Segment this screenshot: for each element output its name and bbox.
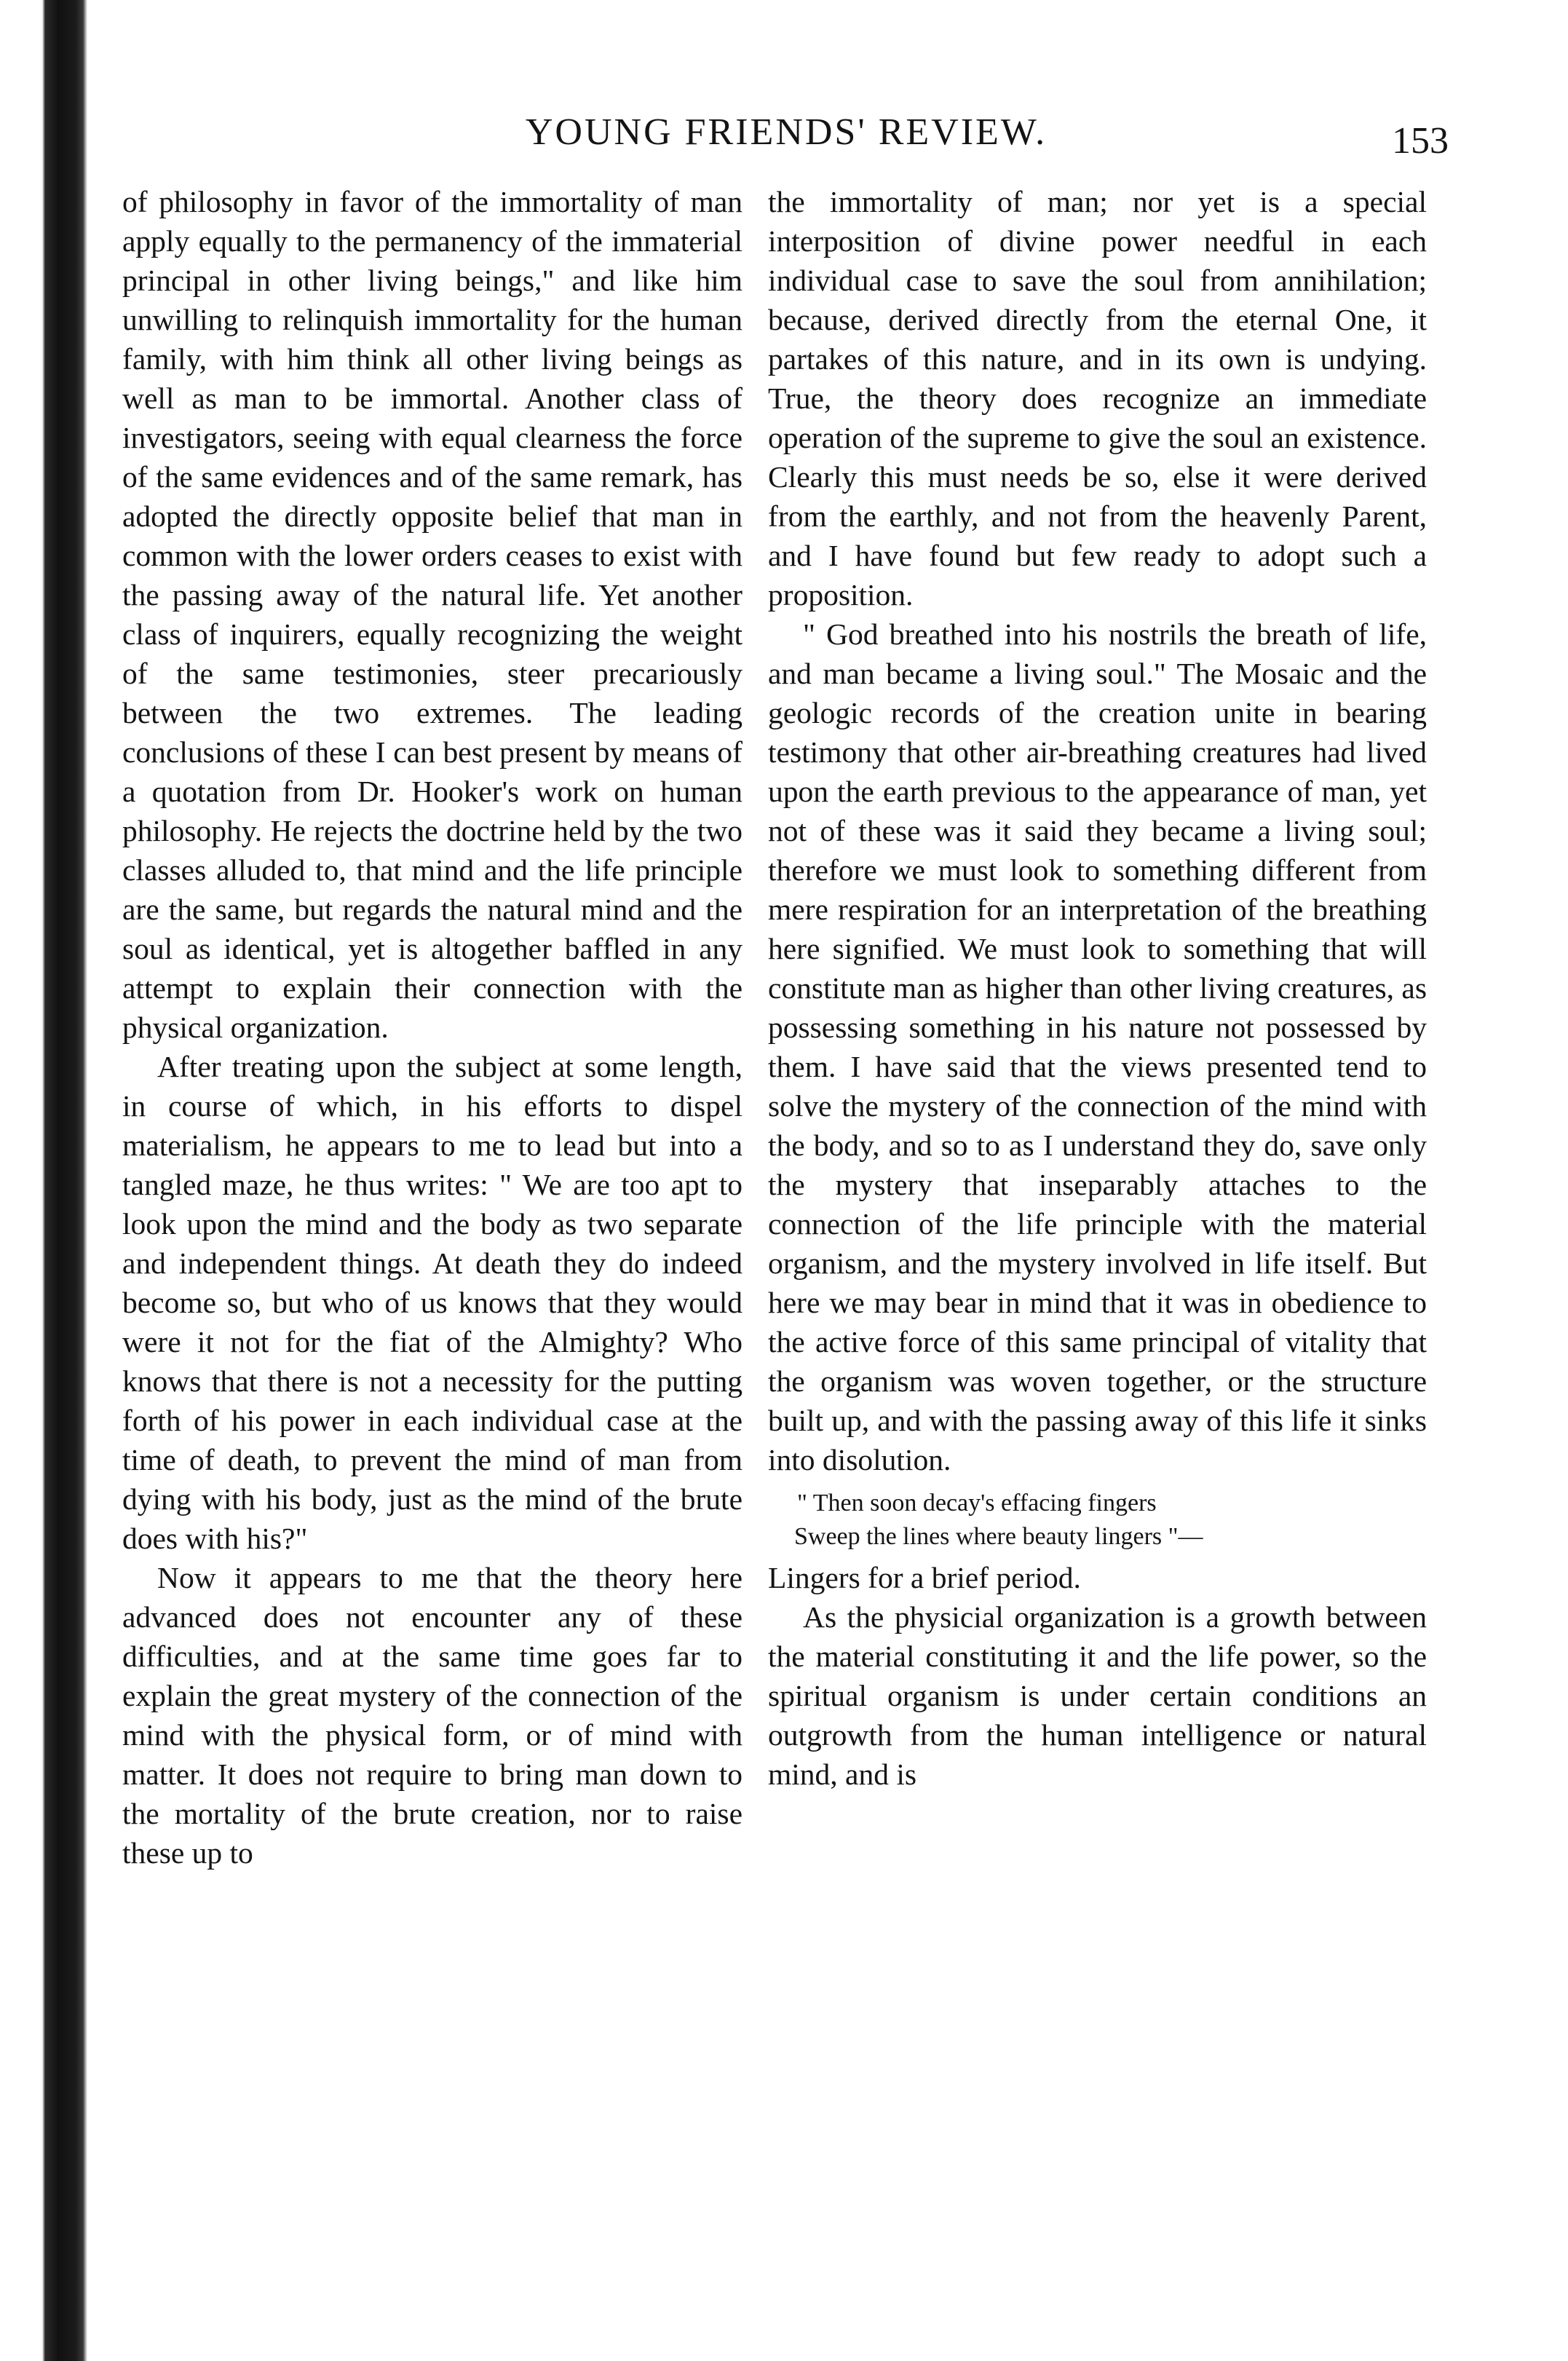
paragraph: As the physicial organization is a growth between the material constituting it and the life power, so the spiritual organism is under certain conditions an outgrowth from the human intelligence or natural mind, and is (768, 1600, 1427, 1791)
page-binding-edge (0, 0, 87, 2361)
paragraph: " God breathed into his nostrils the breath of life, and man became a living soul." The Mosaic and the geologic records of the creation unite in bearing testimony that other air-breathing creatures had lived upon the earth previous to the appearance of man, yet not of these was it said they became a living soul; therefore we must look to something different from mere respiration for an interpretation of the breathing here signified. We must look to something that will constitute man as higher than other living creatures, as possessing something in his nature not possessed by them. I have said that the views presented tend to solve the mystery of the connection of the mind with the body, and so to as I understand they do, save only the mystery that inseparably attaches to the connection of the life principle with the material organism, and the mystery involved in life itself. But here we may bear in mind that it was in obedience to the active force of this same principal of vitality that the organism was woven together, or the structure built up, and with the passing away of this life it sinks into disolution. (768, 617, 1427, 1476)
page-number: 153 (1392, 120, 1449, 162)
page-header (124, 109, 1449, 175)
left-column (122, 182, 743, 1872)
paragraph: Lingers for a brief period. (768, 1561, 1081, 1594)
right-column (768, 182, 1427, 1794)
paragraph: of philosophy in favor of the immortality of man apply equally to the permanency of the immaterial principal in other living beings," and like him unwilling to relinquish immortality for the human family, with him think all other living beings as well as man to be immortal. Another class of investigators, seeing with equal clearness the force of the same evidences and of the same remark, has adopted the directly opposite belief that man in common with the lower orders ceases to exist with the passing away of the natural life. Yet another class of inquirers, equally recognizing the weight of the same testimonies, steer precariously between the two extremes. The leading conclusions of these I can best present by means of a quotation from Dr. Hooker's work on human philosophy. He rejects the doctrine held by the two classes alluded to, that mind and the life principle are the same, but regards the natural mind and the soul as identical, yet is altogether baffled in any attempt to explain their connection with the physical organization. (122, 185, 743, 1044)
paragraph: After treating upon the subject at some length, in course of which, in his efforts to dispel materialism, he appears to me to lead but into a tangled maze, he thus writes: " We are too apt to look upon the mind and the body as two separate and independent things. At death they do indeed become so, but who of us knows that they would were it not for the fiat of the Almighty? Who knows that there is not a necessity for the putting forth of his power in each individual case at the time of death, to prevent the mind of man from dying with his body, just as the mind of the brute does with his?" (122, 1050, 743, 1555)
poem-line: Sweep the lines where beauty lingers "— (794, 1523, 1203, 1550)
paragraph: the immortality of man; nor yet is a special interposition of divine power needful in each individual case to save the soul from annihilation; because, derived directly from the eternal One, it partakes of this nature, and in its own is undying. True, the theory does recognize an immediate operation of the supreme to give the soul an existence. Clearly this must needs be so, else it were derived from the earthly, and not from the heavenly Parent, and I have found but few ready to adopt such a proposition. (768, 185, 1427, 612)
poem-quote (768, 1487, 1427, 1554)
paragraph: Now it appears to me that the theory here advanced does not encounter any of these difficulties, and at the same time goes far to explain the great mystery of the connection of the mind with the physical form, or of mind with matter. It does not require to bring man down to the mortality of the brute creation, nor to raise these up to (122, 1561, 743, 1870)
running-title: YOUNG FRIENDS' REVIEW. (525, 111, 1048, 153)
poem-line: " Then soon decay's effacing fingers (797, 1490, 1157, 1516)
